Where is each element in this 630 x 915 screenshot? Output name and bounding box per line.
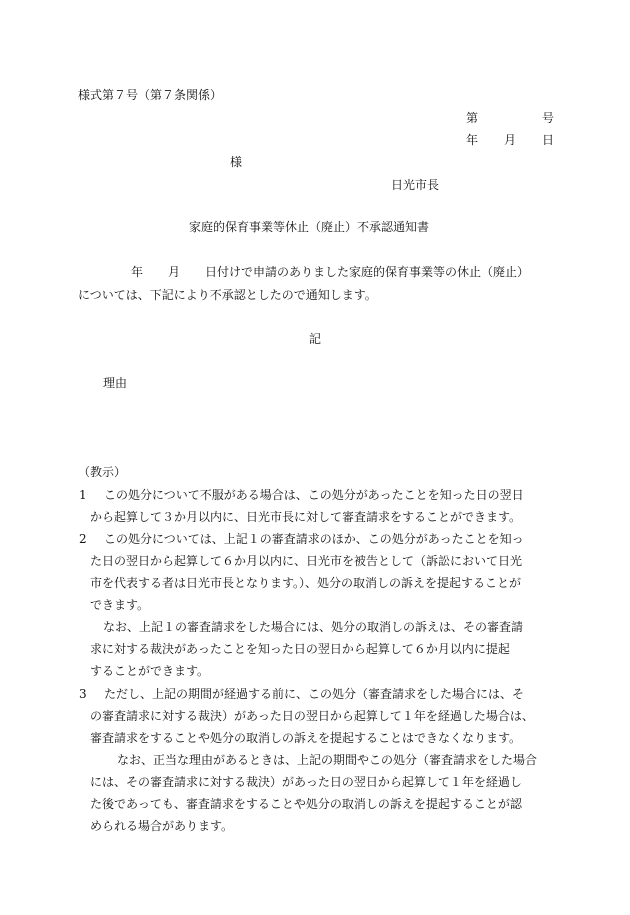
item2-note-line: なお、上記１の審査請求をした場合には、処分の取消しの訴えは、その審査請 (103, 620, 524, 634)
item2-number: 2 (79, 532, 87, 546)
item1-line: から起算して３か月以内に、日光市長に対して審査請求をすることができます。 (90, 510, 522, 524)
item3-note-line: められる場合があります。 (90, 819, 234, 833)
item3-note-line: には、その審査請求に対する裁決）があった日の翌日から起算して１年を経過し (90, 775, 522, 789)
ki-label: 記 (309, 332, 322, 346)
number-prefix: 第 (466, 111, 479, 125)
item2-line: この処分については、上記１の審査請求のほか、この処分があったことを知っ (104, 532, 524, 546)
item3-line: の審査請求に対する裁決）があった日の翌日から起算して１年を経過した場合は、 (90, 709, 534, 723)
intro-year: 年 (131, 265, 144, 279)
item3-number: 3 (79, 687, 87, 701)
date-day: 日 (542, 133, 555, 147)
document-title: 家庭的保育事業等休止（廃止）不承認通知書 (189, 220, 430, 234)
intro-line2: については、下記により不承認としたので通知します。 (78, 288, 377, 302)
intro-line1-rest: 日付けで申請のありました家庭的保育事業等の休止（廃止） (205, 265, 530, 279)
item3-line: 審査請求をすることや処分の取消しの訴えを提起することはできなくなります。 (90, 731, 522, 745)
form-label: 様式第７号（第７条関係） (78, 88, 223, 102)
reason-label: 理由 (103, 376, 128, 390)
number-suffix: 号 (542, 111, 555, 125)
item2-note-line: 求に対する裁決があったことを知った日の翌日から起算して６か月以内に提起 (90, 642, 510, 656)
date-month: 月 (504, 133, 517, 147)
item1-line: この処分について不服がある場合は、この処分があったことを知った日の翌日 (104, 488, 524, 502)
addressee-suffix: 様 (230, 155, 243, 169)
intro-month: 月 (168, 265, 181, 279)
item3-note-line: た後であっても、審査請求をすることや処分の取消しの訴えを提起することが認 (90, 797, 522, 811)
item2-line: 市を代表する者は日光市長となります。）、処分の取消しの訴えを提起することが (90, 576, 522, 590)
kyouji-heading: （教示） (78, 465, 127, 479)
item1-number: 1 (79, 488, 87, 502)
item2-line: できます。 (90, 598, 150, 612)
issuer: 日光市長 (391, 178, 440, 192)
item3-line: ただし、上記の期間が経過する前に、この処分（審査請求をした場合には、そ (104, 687, 525, 701)
item2-line: た日の翌日から起算して６か月以内に、日光市を被告として（訴訟において日光 (90, 554, 523, 568)
date-year: 年 (466, 133, 479, 147)
item3-note-line: なお、正当な理由があるときは、上記の期間やこの処分（審査請求をした場合 (117, 753, 538, 767)
item2-note-line: することができます。 (90, 664, 210, 678)
